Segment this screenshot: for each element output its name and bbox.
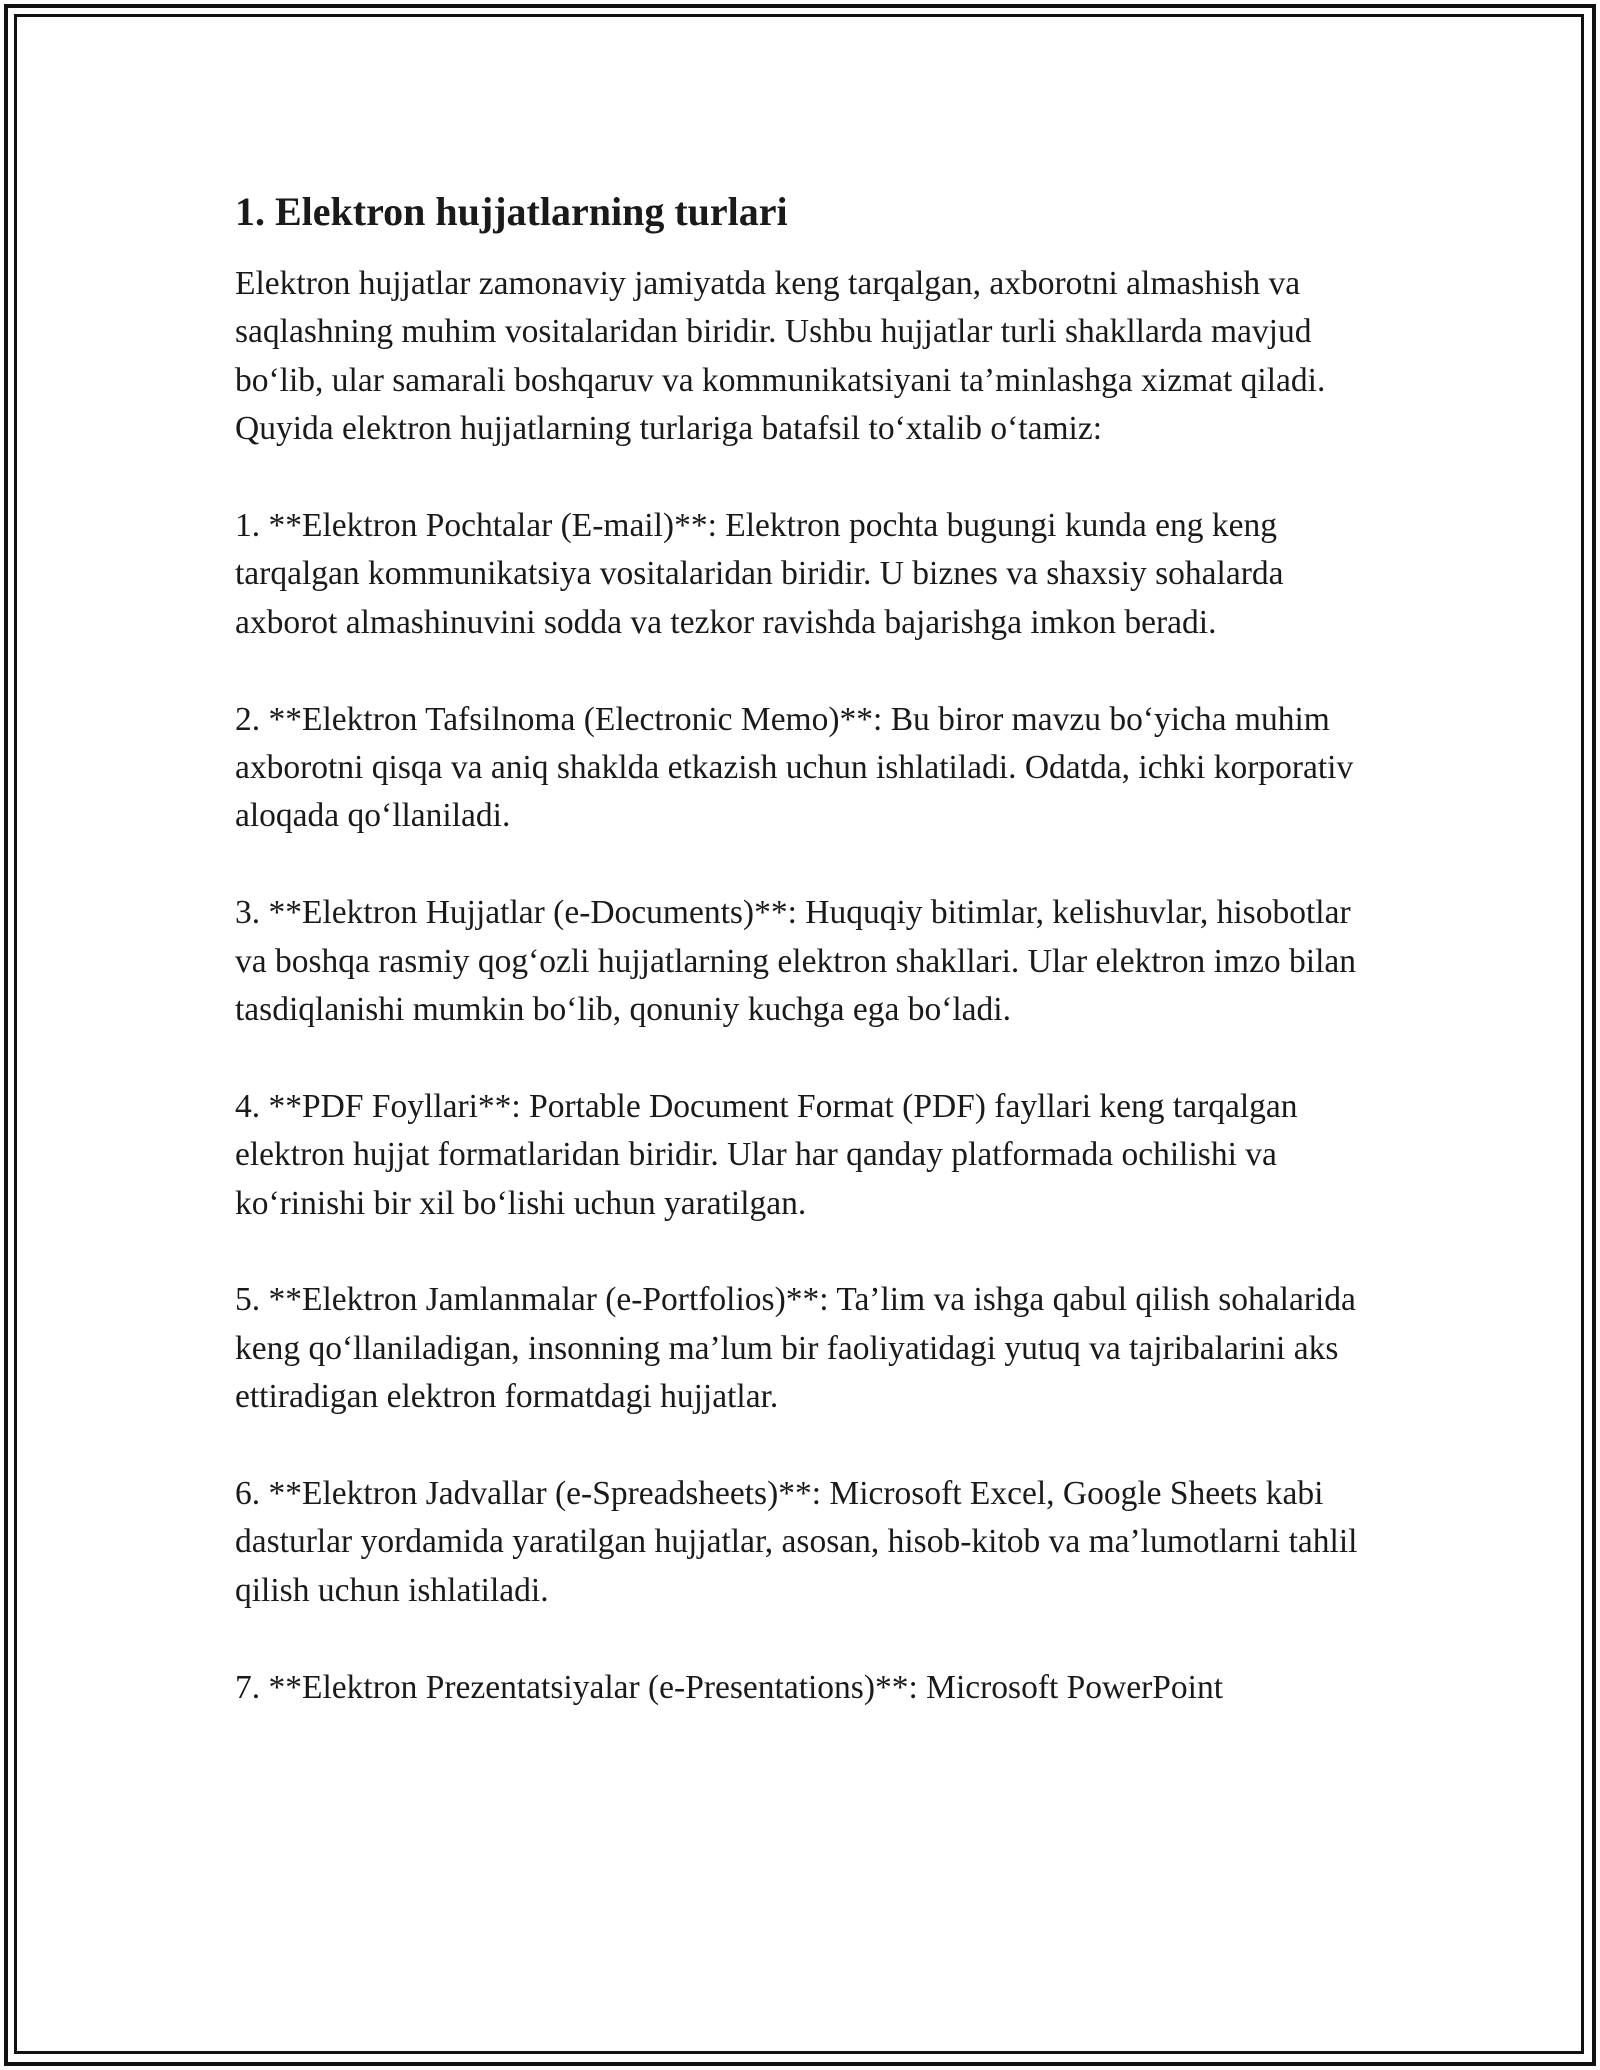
list-item-e-documents: 3. **Elektron Hujjatlar (e-Documents)**: Huquqiy bitimlar, kelishuvlar, hisobotlar va boshqa rasmiy qog‘ozli hujjatlarning elektron shakllari. Ular elektron imzo bilan tasdiqlanishi mumkin bo‘lib, qonuniy kuchga ega bo‘ladi. bbox=[235, 894, 1357, 1029]
list-item-memo: 2. **Elektron Tafsilnoma (Electronic Memo)**: Bu biror mavzu bo‘yicha muhim axborotni qisqa va aniq shaklda etkazish uchun ishlatiladi. Odatda, ichki korporativ aloqada qo‘llaniladi. bbox=[235, 700, 1354, 835]
list-item-email: 1. **Elektron Pochtalar (E-mail)**: Elektron pochta bugungi kunda eng keng tarqalgan kommunikatsiya vositalaridan biridir. U biznes va shaxsiy sohalarda axborot almashinuvini sodda va tezkor ravishda bajarishga imkon beradi. bbox=[235, 507, 1284, 641]
list-item-pdf: 4. **PDF Foyllari**: Portable Document Format (PDF) fayllari keng tarqalgan elektron hujjat formatlaridan biridir. Ular har qanday platformada ochilishi va ko‘rinishi bir xil bo‘lishi uchun yaratilgan. bbox=[235, 1087, 1298, 1222]
list-item-e-spreadsheets: 6. **Elektron Jadvallar (e-Spreadsheets)**: Microsoft Excel, Google Sheets kabi dasturlar yordamida yaratilgan hujjatlar, asosan, hisob-kitob va ma’lumotlarni tahlil qilish uchun ishlatiladi. bbox=[235, 1475, 1358, 1609]
intro-paragraph: Elektron hujjatlar zamonaviy jamiyatda keng tarqalgan, axborotni almashish va saqlashning muhim vositalaridan biridir. Ushbu hujjatlar turli shakllarda mavjud bo‘lib, ular samarali boshqaruv va kommunikatsiyani ta’minlashga xizmat qiladi. Quyida elektron hujjatlarning turlariga batafsil to‘xtalib o‘tamiz: bbox=[235, 265, 1326, 448]
section-title: 1. Elektron hujjatlarning turlari bbox=[235, 189, 788, 234]
document-page bbox=[235, 186, 1375, 1760]
list-item-e-presentations: 7. **Elektron Prezentatsiyalar (e-Presentations)**: Microsoft PowerPoint bbox=[235, 1668, 1224, 1706]
list-item-e-portfolios: 5. **Elektron Jamlanmalar (e-Portfolios)**: Ta’lim va ishga qabul qilish sohalarida keng qo‘llaniladigan, insonning ma’lum bir faoliyatidagi yutuq va tajribalarini aks ettiradigan elektron formatdagi hujjatlar. bbox=[235, 1281, 1356, 1416]
